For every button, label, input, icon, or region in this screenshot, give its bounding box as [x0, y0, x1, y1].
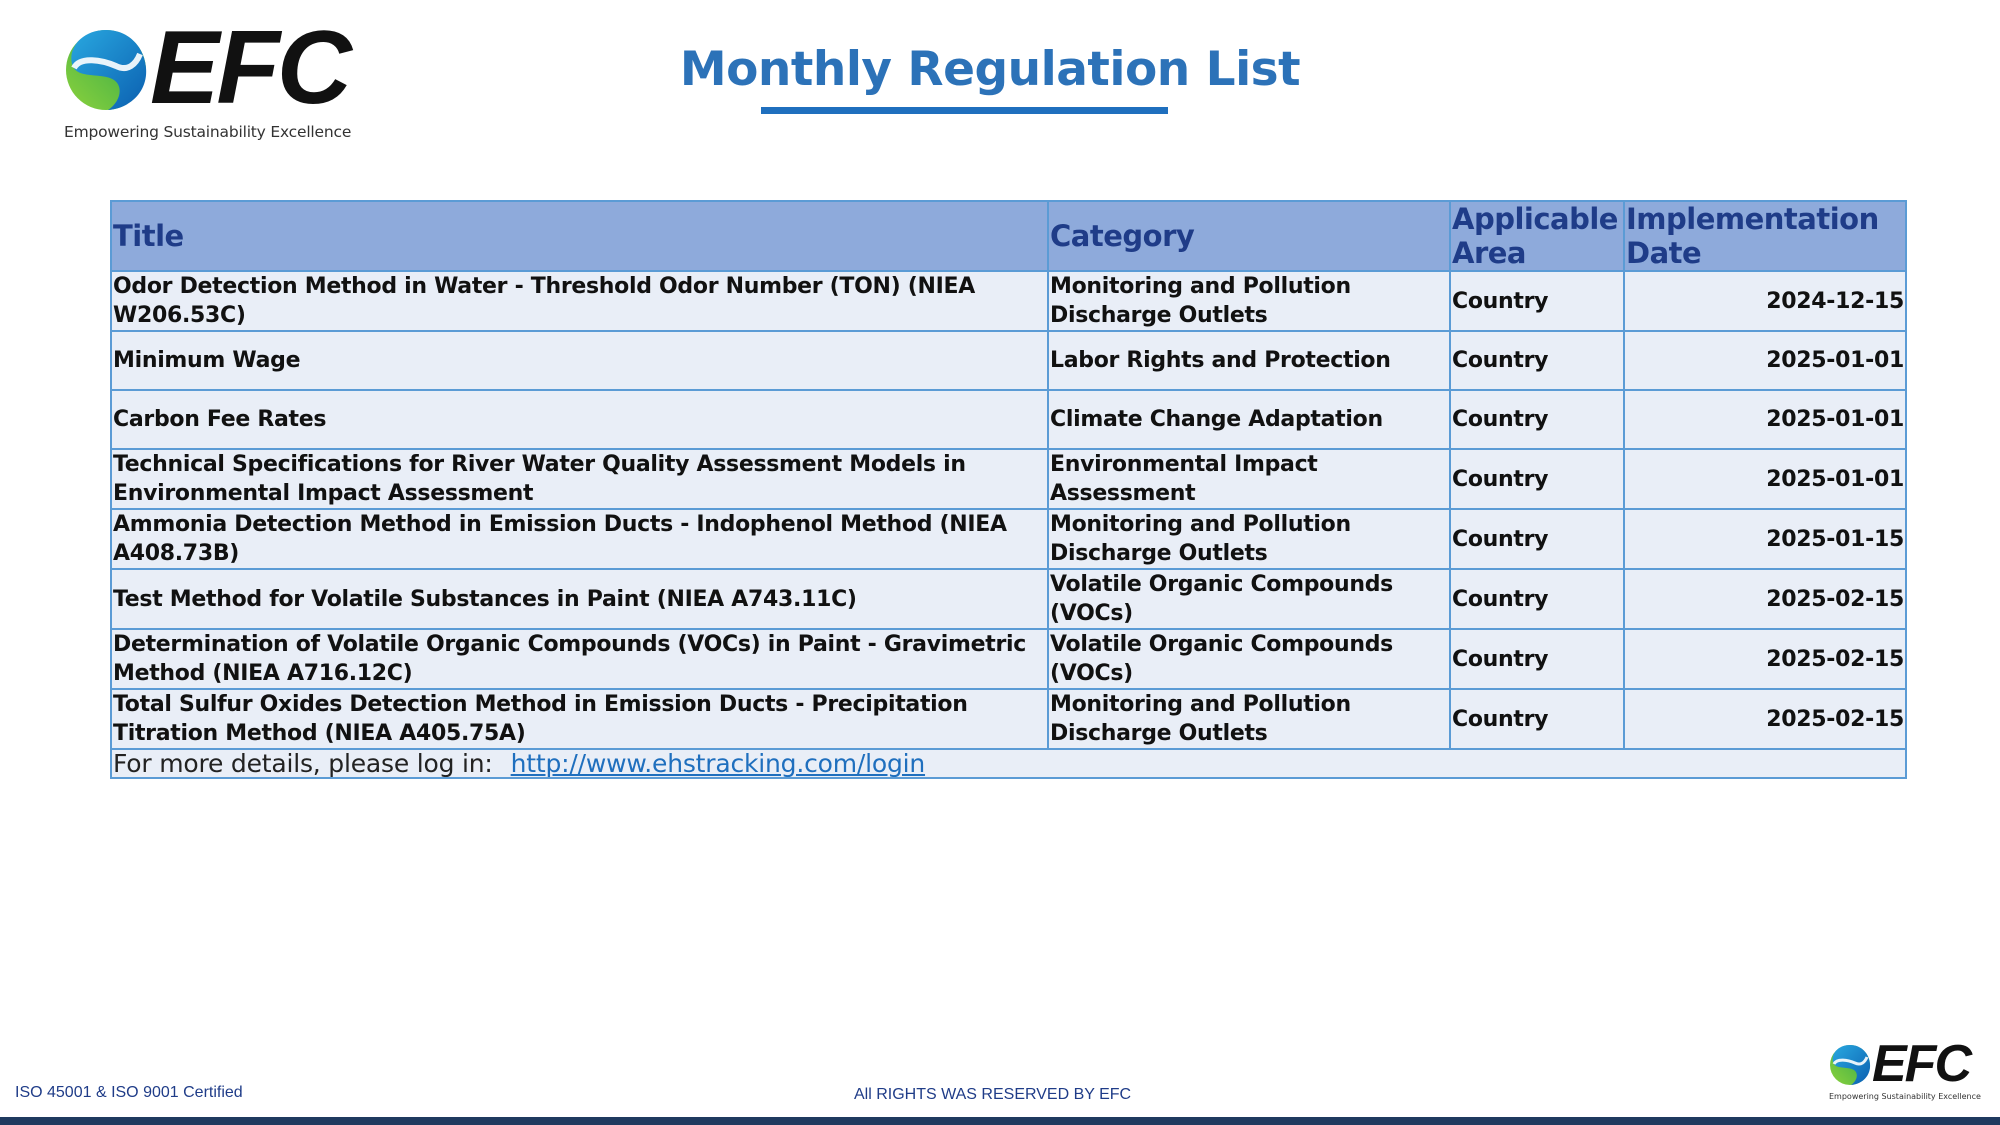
cell-title: Minimum Wage: [111, 331, 1048, 390]
globe-swirl-icon: [1828, 1042, 1872, 1086]
cell-area: Country: [1450, 629, 1624, 689]
column-header-date: Implementation Date: [1624, 201, 1906, 271]
cell-title: Carbon Fee Rates: [111, 390, 1048, 449]
cell-title: Determination of Volatile Organic Compounds (VOCs) in Paint - Gravimetric Method (NIEA A716.12C): [111, 629, 1048, 689]
cell-date: 2025-01-01: [1624, 331, 1906, 390]
login-note: [111, 749, 1906, 778]
cell-area: Country: [1450, 689, 1624, 749]
table-row: [111, 569, 1906, 629]
column-header-category: Category: [1048, 201, 1450, 271]
table-row: [111, 271, 1906, 331]
cell-date: 2025-02-15: [1624, 569, 1906, 629]
cell-category: Climate Change Adaptation: [1048, 390, 1450, 449]
cell-area: Country: [1450, 449, 1624, 509]
cell-title: Total Sulfur Oxides Detection Method in Emission Ducts - Precipitation Titration Method (NIEA A405.75A): [111, 689, 1048, 749]
footer-logo-tagline: Empowering Sustainability Excellence: [1829, 1092, 1981, 1101]
logo-wordmark: EFC: [150, 10, 349, 126]
cell-title: Test Method for Volatile Substances in Paint (NIEA A743.11C): [111, 569, 1048, 629]
cell-title: Ammonia Detection Method in Emission Ducts - Indophenol Method (NIEA A408.73B): [111, 509, 1048, 569]
cell-category: Volatile Organic Compounds (VOCs): [1048, 629, 1450, 689]
cell-title: Technical Specifications for River Water Quality Assessment Models in Environmental Impact Assessment: [111, 449, 1048, 509]
table-footer-row: [111, 749, 1906, 778]
title-underline: [761, 107, 1168, 114]
cell-category: Labor Rights and Protection: [1048, 331, 1450, 390]
cell-date: 2025-01-01: [1624, 449, 1906, 509]
cell-category: Monitoring and Pollution Discharge Outlets: [1048, 271, 1450, 331]
cell-area: Country: [1450, 569, 1624, 629]
cell-date: 2025-01-01: [1624, 390, 1906, 449]
cell-area: Country: [1450, 390, 1624, 449]
logo-tagline: Empowering Sustainability Excellence: [64, 123, 352, 141]
table-row: [111, 509, 1906, 569]
table-row: [111, 689, 1906, 749]
cell-area: Country: [1450, 331, 1624, 390]
cell-area: Country: [1450, 509, 1624, 569]
column-header-title: Title: [111, 201, 1048, 271]
column-header-area: Applicable Area: [1450, 201, 1624, 271]
rights-text: All RIGHTS WAS RESERVED BY EFC: [854, 1086, 1132, 1103]
table-row: [111, 331, 1906, 390]
table-row: [111, 629, 1906, 689]
footer-logo-wordmark: EFC: [1872, 1035, 1970, 1093]
cell-category: Monitoring and Pollution Discharge Outlets: [1048, 689, 1450, 749]
certification-text: ISO 45001 & ISO 9001 Certified: [15, 1084, 243, 1101]
table-row: [111, 390, 1906, 449]
cell-date: 2025-02-15: [1624, 689, 1906, 749]
table-header-row: [111, 201, 1906, 271]
cell-title: Odor Detection Method in Water - Threshold Odor Number (TON) (NIEA W206.53C): [111, 271, 1048, 331]
login-link[interactable]: http://www.ehstracking.com/login: [510, 749, 926, 778]
page-title: Monthly Regulation List: [679, 42, 1301, 97]
cell-date: 2024-12-15: [1624, 271, 1906, 331]
regulation-table: [110, 200, 1907, 779]
cell-area: Country: [1450, 271, 1624, 331]
cell-date: 2025-02-15: [1624, 629, 1906, 689]
cell-category: Volatile Organic Compounds (VOCs): [1048, 569, 1450, 629]
cell-date: 2025-01-15: [1624, 509, 1906, 569]
cell-category: Monitoring and Pollution Discharge Outlets: [1048, 509, 1450, 569]
table-row: [111, 449, 1906, 509]
bottom-bar: [0, 1117, 2000, 1125]
cell-category: Environmental Impact Assessment: [1048, 449, 1450, 509]
footer-logo: [1828, 1035, 1988, 1107]
login-note-text: For more details, please log in:: [113, 749, 493, 778]
